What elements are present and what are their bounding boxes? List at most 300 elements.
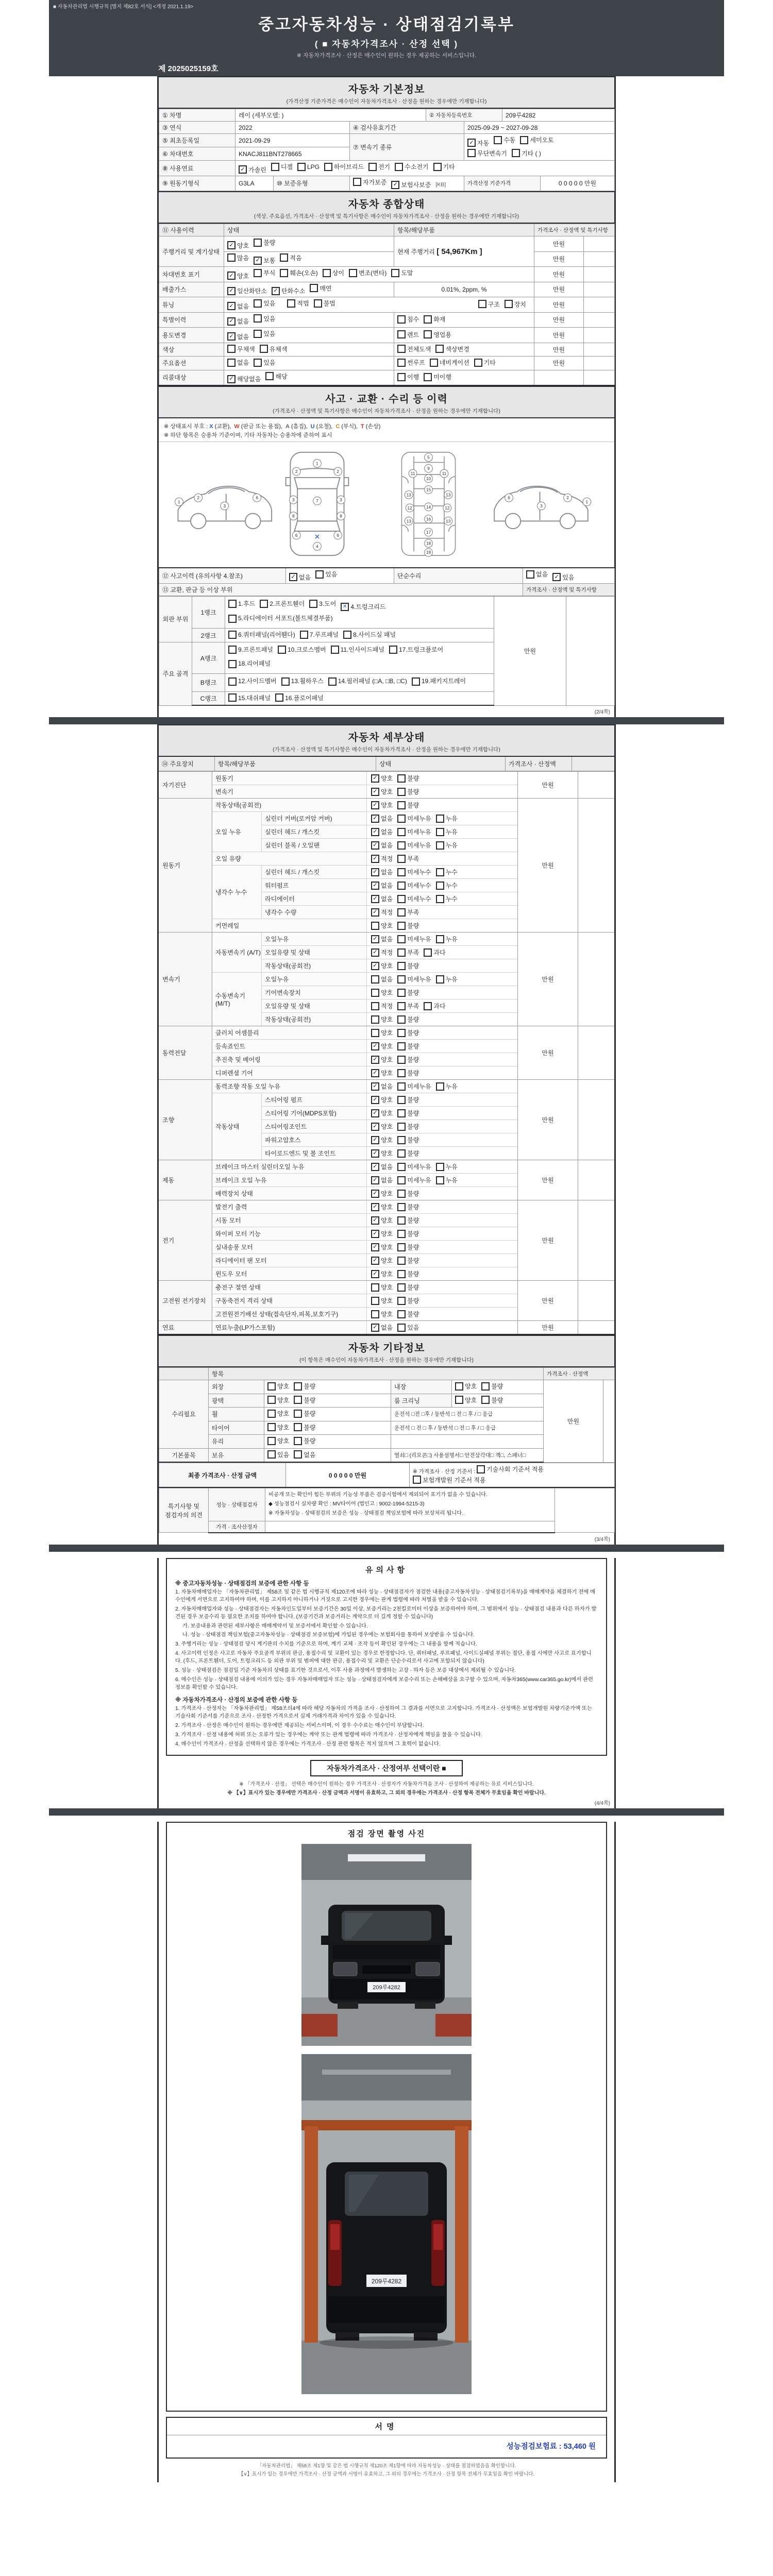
checkbox-option[interactable] — [397, 1149, 419, 1158]
checkbox[interactable] — [397, 1230, 406, 1238]
checkbox-option[interactable] — [371, 774, 393, 783]
checkbox-option[interactable] — [397, 345, 431, 353]
checkbox-option[interactable] — [227, 272, 249, 280]
checkbox[interactable] — [494, 136, 502, 144]
checkbox[interactable] — [397, 359, 406, 367]
checkbox-option[interactable] — [254, 299, 275, 308]
checkbox[interactable]: ✓ — [371, 908, 379, 917]
checkbox-option[interactable] — [227, 253, 249, 262]
checkbox-option[interactable] — [391, 268, 413, 277]
checkbox[interactable] — [397, 1176, 406, 1184]
checkbox-option[interactable] — [371, 1095, 393, 1104]
checkbox-option[interactable] — [397, 330, 419, 339]
checkbox[interactable] — [294, 1382, 302, 1391]
checkbox-option[interactable] — [254, 238, 275, 247]
checkbox[interactable]: ✓ — [371, 1163, 379, 1171]
checkbox[interactable] — [474, 359, 482, 367]
checkbox-option[interactable] — [267, 1396, 289, 1404]
checkbox-option[interactable] — [397, 1310, 419, 1318]
checkbox[interactable] — [328, 677, 337, 686]
checkbox-option[interactable] — [309, 598, 336, 610]
checkbox-option[interactable] — [397, 358, 425, 367]
checkbox-option[interactable] — [397, 1082, 431, 1091]
checkbox-option[interactable] — [494, 135, 515, 144]
checkbox[interactable] — [397, 1190, 406, 1198]
checkbox[interactable]: ✓ — [371, 1096, 379, 1104]
checkbox[interactable] — [424, 948, 432, 957]
checkbox[interactable] — [397, 1324, 406, 1332]
checkbox-option[interactable] — [371, 1323, 393, 1332]
checkbox[interactable] — [424, 330, 432, 338]
checkbox-option[interactable] — [294, 1382, 315, 1391]
checkbox[interactable] — [227, 253, 236, 262]
checkbox-option[interactable] — [371, 1149, 393, 1158]
checkbox[interactable] — [397, 330, 406, 338]
checkbox[interactable] — [436, 935, 444, 943]
checkbox[interactable]: ✓ — [227, 272, 236, 280]
checkbox[interactable] — [397, 989, 406, 997]
checkbox-option[interactable] — [436, 935, 458, 943]
checkbox[interactable] — [297, 163, 306, 171]
checkbox-option[interactable] — [477, 1465, 544, 1473]
checkbox-option[interactable] — [478, 300, 500, 309]
checkbox[interactable] — [397, 1042, 406, 1050]
checkbox-option[interactable] — [331, 644, 384, 656]
checkbox[interactable] — [435, 345, 444, 353]
checkbox[interactable] — [436, 1163, 444, 1171]
checkbox[interactable] — [397, 868, 406, 876]
checkbox-option[interactable] — [397, 975, 431, 984]
checkbox[interactable] — [397, 1096, 406, 1104]
checkbox[interactable]: ✓ — [371, 1270, 379, 1278]
checkbox[interactable]: ✓ — [371, 1082, 379, 1091]
checkbox-option[interactable] — [343, 630, 396, 639]
checkbox[interactable]: ✓ — [371, 774, 379, 783]
checkbox-option[interactable] — [254, 256, 275, 265]
checkbox[interactable] — [436, 1176, 444, 1184]
checkbox[interactable] — [227, 345, 236, 353]
checkbox-option[interactable] — [397, 1269, 419, 1278]
checkbox[interactable]: ✓ — [371, 1243, 379, 1251]
checkbox-option[interactable] — [278, 644, 326, 656]
checkbox[interactable] — [397, 1015, 406, 1024]
checkbox-option[interactable] — [397, 1189, 419, 1198]
checkbox[interactable] — [397, 962, 406, 970]
checkbox[interactable] — [397, 1283, 406, 1292]
checkbox-option[interactable] — [267, 1423, 289, 1432]
checkbox-option[interactable] — [436, 881, 458, 890]
checkbox-option[interactable] — [397, 841, 431, 850]
checkbox-option[interactable] — [397, 881, 431, 890]
checkbox-option[interactable] — [371, 827, 393, 836]
checkbox[interactable] — [294, 1396, 302, 1404]
checkbox[interactable]: ✓ — [371, 815, 379, 823]
checkbox[interactable] — [436, 841, 444, 850]
checkbox[interactable] — [397, 815, 406, 823]
checkbox[interactable] — [389, 646, 397, 654]
checkbox-option[interactable] — [371, 1256, 393, 1265]
checkbox[interactable] — [424, 315, 432, 324]
checkbox[interactable] — [371, 1310, 379, 1318]
checkbox[interactable] — [271, 163, 279, 171]
checkbox[interactable] — [397, 801, 406, 809]
checkbox[interactable] — [436, 1082, 444, 1091]
checkbox-option[interactable] — [353, 178, 386, 187]
checkbox-option[interactable] — [397, 894, 431, 903]
checkbox-option[interactable] — [275, 693, 324, 702]
checkbox[interactable]: ✓ — [371, 1069, 379, 1077]
checkbox-option[interactable] — [430, 358, 469, 367]
checkbox[interactable] — [254, 239, 262, 247]
checkbox[interactable] — [397, 948, 406, 957]
checkbox[interactable]: ✓ — [371, 1136, 379, 1144]
checkbox[interactable] — [412, 677, 420, 686]
checkbox-option[interactable] — [254, 314, 275, 323]
checkbox-option[interactable] — [467, 139, 489, 147]
checkbox-option[interactable] — [368, 162, 390, 171]
checkbox[interactable] — [436, 815, 444, 823]
checkbox-option[interactable] — [228, 613, 333, 624]
checkbox-option[interactable] — [371, 1002, 393, 1010]
checkbox-option[interactable] — [289, 573, 311, 582]
checkbox[interactable] — [436, 868, 444, 876]
checkbox-option[interactable] — [371, 1269, 393, 1278]
checkbox-option[interactable] — [424, 315, 445, 324]
checkbox-option[interactable] — [228, 644, 273, 656]
checkbox-option[interactable] — [228, 598, 255, 610]
checkbox[interactable] — [254, 314, 262, 323]
checkbox-option[interactable] — [397, 1109, 419, 1117]
checkbox[interactable] — [315, 570, 324, 579]
checkbox[interactable]: ✓ — [552, 573, 561, 581]
checkbox-option[interactable] — [280, 253, 301, 262]
checkbox[interactable] — [227, 359, 236, 367]
checkbox[interactable] — [228, 631, 237, 639]
checkbox-option[interactable] — [371, 854, 393, 863]
checkbox-option[interactable] — [505, 300, 526, 309]
checkbox[interactable]: ✓ — [254, 257, 262, 265]
checkbox-option[interactable] — [436, 841, 458, 850]
checkbox-option[interactable] — [397, 1243, 419, 1251]
checkbox-option[interactable] — [371, 1015, 393, 1024]
checkbox-option[interactable] — [371, 1028, 393, 1037]
checkbox-option[interactable] — [271, 162, 293, 171]
checkbox[interactable] — [397, 1270, 406, 1278]
checkbox-option[interactable] — [260, 598, 305, 610]
checkbox-option[interactable] — [397, 1202, 419, 1211]
checkbox-option[interactable] — [436, 814, 458, 823]
checkbox[interactable] — [436, 895, 444, 903]
checkbox-option[interactable] — [323, 268, 344, 277]
checkbox-option[interactable] — [228, 658, 271, 670]
checkbox-option[interactable] — [281, 675, 324, 687]
checkbox-option[interactable] — [512, 149, 541, 158]
checkbox[interactable]: ✓ — [371, 1056, 379, 1064]
checkbox-option[interactable] — [294, 1423, 315, 1432]
checkbox[interactable] — [294, 1450, 302, 1459]
checkbox-option[interactable] — [371, 948, 393, 957]
checkbox[interactable] — [397, 1149, 406, 1158]
checkbox[interactable]: ✓ — [289, 573, 297, 581]
checkbox[interactable] — [228, 600, 237, 608]
checkbox[interactable] — [254, 359, 262, 367]
checkbox-option[interactable] — [481, 1396, 503, 1404]
checkbox-option[interactable] — [397, 1095, 419, 1104]
checkbox[interactable]: ✓ — [371, 1216, 379, 1225]
checkbox[interactable] — [281, 677, 290, 686]
checkbox-option[interactable] — [349, 268, 386, 277]
checkbox-option[interactable] — [371, 801, 393, 809]
checkbox-option[interactable] — [254, 329, 275, 338]
checkbox[interactable] — [371, 1283, 379, 1292]
checkbox-option[interactable] — [371, 1283, 393, 1292]
checkbox-option[interactable] — [436, 1176, 458, 1184]
checkbox-option[interactable] — [294, 1409, 315, 1418]
checkbox-option[interactable] — [397, 814, 431, 823]
checkbox[interactable]: ✓ — [371, 1042, 379, 1050]
checkbox-option[interactable] — [455, 1396, 477, 1404]
checkbox-option[interactable] — [239, 165, 266, 174]
checkbox[interactable] — [331, 646, 339, 654]
checkbox[interactable] — [287, 299, 295, 308]
checkbox[interactable]: ✓ — [371, 1257, 379, 1265]
checkbox[interactable]: ✓ — [371, 1190, 379, 1198]
checkbox-option[interactable] — [424, 372, 451, 381]
checkbox[interactable] — [368, 163, 377, 171]
checkbox-option[interactable] — [397, 1176, 431, 1184]
checkbox-option[interactable] — [371, 1042, 393, 1050]
checkbox-option[interactable] — [397, 948, 419, 957]
checkbox[interactable] — [371, 922, 379, 930]
checkbox-option[interactable] — [371, 908, 393, 917]
checkbox[interactable] — [477, 1465, 485, 1473]
checkbox[interactable] — [371, 1029, 379, 1037]
checkbox[interactable] — [371, 989, 379, 997]
checkbox-option[interactable] — [389, 644, 443, 656]
checkbox[interactable] — [254, 330, 262, 338]
checkbox[interactable] — [397, 1123, 406, 1131]
checkbox[interactable]: ✓ — [371, 788, 379, 796]
checkbox[interactable] — [397, 828, 406, 836]
checkbox[interactable] — [267, 1410, 276, 1418]
checkbox-option[interactable] — [397, 372, 419, 381]
checkbox[interactable] — [526, 570, 534, 579]
checkbox-option[interactable] — [371, 1109, 393, 1117]
checkbox-option[interactable] — [227, 317, 249, 326]
checkbox-option[interactable] — [227, 332, 249, 341]
checkbox[interactable] — [455, 1382, 463, 1391]
checkbox-option[interactable] — [227, 286, 267, 295]
checkbox-option[interactable] — [228, 675, 277, 687]
checkbox[interactable] — [323, 269, 331, 277]
checkbox-option[interactable] — [371, 1082, 393, 1091]
checkbox-option[interactable] — [397, 868, 431, 876]
checkbox[interactable] — [280, 269, 288, 277]
checkbox[interactable] — [433, 163, 442, 171]
checkbox[interactable]: ✓ — [371, 948, 379, 957]
checkbox-option[interactable] — [371, 1162, 393, 1171]
checkbox-option[interactable] — [397, 908, 419, 917]
checkbox-option[interactable] — [297, 163, 320, 171]
checkbox[interactable] — [397, 855, 406, 863]
checkbox-option[interactable] — [397, 1256, 419, 1265]
checkbox[interactable] — [391, 269, 399, 277]
checkbox[interactable] — [397, 1056, 406, 1064]
checkbox[interactable] — [267, 1437, 276, 1445]
checkbox[interactable] — [397, 1243, 406, 1251]
checkbox[interactable] — [397, 922, 406, 930]
checkbox-option[interactable] — [328, 675, 407, 687]
checkbox-option[interactable] — [371, 1310, 393, 1318]
checkbox[interactable] — [343, 631, 351, 639]
checkbox-option[interactable] — [371, 961, 393, 970]
checkbox[interactable]: ✓ — [371, 855, 379, 863]
checkbox[interactable] — [397, 1029, 406, 1037]
checkbox-option[interactable] — [227, 302, 249, 311]
checkbox-option[interactable] — [397, 961, 419, 970]
checkbox[interactable] — [228, 646, 237, 654]
checkbox-option[interactable] — [397, 315, 419, 324]
checkbox[interactable]: ✓ — [227, 241, 236, 249]
checkbox-option[interactable] — [267, 1409, 289, 1418]
checkbox-option[interactable] — [397, 1136, 419, 1144]
checkbox-option[interactable] — [227, 358, 249, 367]
checkbox-option[interactable] — [371, 814, 393, 823]
checkbox-option[interactable] — [424, 948, 445, 957]
checkbox[interactable] — [397, 1136, 406, 1144]
checkbox[interactable] — [436, 975, 444, 984]
checkbox-option[interactable] — [397, 1042, 419, 1050]
checkbox[interactable] — [228, 615, 237, 623]
checkbox-option[interactable] — [397, 935, 431, 943]
checkbox-option[interactable] — [395, 162, 428, 171]
checkbox-option[interactable] — [371, 841, 393, 850]
checkbox[interactable]: ✓ — [227, 287, 236, 295]
checkbox-option[interactable] — [314, 299, 335, 308]
checkbox-option[interactable] — [467, 149, 507, 158]
checkbox-option[interactable] — [315, 570, 337, 579]
checkbox-option[interactable] — [371, 1243, 393, 1251]
checkbox-option[interactable] — [287, 299, 309, 308]
checkbox[interactable]: ✓ — [371, 868, 379, 876]
checkbox-option[interactable] — [228, 693, 271, 702]
checkbox[interactable] — [505, 300, 513, 308]
checkbox[interactable] — [397, 1216, 406, 1225]
checkbox-option[interactable] — [455, 1382, 477, 1391]
checkbox-option[interactable] — [412, 675, 466, 687]
checkbox[interactable] — [397, 935, 406, 943]
checkbox[interactable]: ✓ — [371, 1149, 379, 1158]
checkbox[interactable]: ✓ — [371, 962, 379, 970]
checkbox[interactable] — [397, 1002, 406, 1010]
checkbox[interactable]: ✓ — [371, 895, 379, 903]
checkbox[interactable] — [397, 1310, 406, 1318]
checkbox-option[interactable] — [267, 1450, 289, 1459]
checkbox-option[interactable] — [371, 988, 393, 997]
checkbox-option[interactable] — [371, 921, 393, 930]
checkbox[interactable]: ✓ — [371, 882, 379, 890]
checkbox[interactable] — [310, 284, 318, 292]
checkbox[interactable]: ✓ — [227, 317, 236, 326]
checkbox[interactable] — [512, 149, 520, 157]
checkbox-option[interactable] — [397, 1002, 419, 1010]
checkbox-option[interactable] — [294, 1450, 315, 1459]
checkbox-option[interactable] — [481, 1382, 503, 1391]
checkbox-option[interactable] — [310, 284, 331, 293]
checkbox[interactable] — [267, 1396, 276, 1404]
checkbox[interactable] — [424, 373, 432, 381]
checkbox-option[interactable] — [371, 894, 393, 903]
checkbox[interactable] — [300, 631, 308, 639]
checkbox-option[interactable] — [294, 1396, 315, 1404]
checkbox-option[interactable] — [436, 975, 458, 984]
checkbox[interactable]: ✓ — [467, 139, 476, 147]
checkbox[interactable] — [254, 269, 262, 277]
checkbox-option[interactable] — [397, 1216, 419, 1225]
checkbox[interactable] — [324, 163, 332, 171]
checkbox-option[interactable] — [341, 601, 385, 613]
checkbox-option[interactable] — [371, 787, 393, 796]
checkbox-option[interactable] — [227, 241, 249, 250]
checkbox-option[interactable] — [260, 345, 288, 353]
checkbox-option[interactable] — [436, 827, 458, 836]
checkbox[interactable] — [397, 1082, 406, 1091]
checkbox[interactable] — [371, 1015, 379, 1024]
checkbox-option[interactable] — [265, 372, 287, 381]
checkbox-option[interactable] — [424, 330, 451, 339]
checkbox-option[interactable] — [228, 630, 295, 639]
checkbox-option[interactable] — [436, 1162, 458, 1171]
checkbox-option[interactable] — [272, 286, 305, 295]
checkbox-option[interactable] — [324, 162, 364, 171]
checkbox[interactable] — [481, 1382, 490, 1391]
checkbox[interactable]: ✓ — [371, 801, 379, 809]
checkbox-option[interactable] — [397, 827, 431, 836]
checkbox[interactable] — [275, 693, 283, 702]
checkbox[interactable] — [294, 1410, 302, 1418]
checkbox[interactable] — [467, 149, 476, 157]
checkbox-option[interactable] — [371, 1176, 393, 1184]
checkbox-option[interactable] — [397, 1323, 419, 1332]
checkbox[interactable] — [397, 882, 406, 890]
checkbox-option[interactable] — [436, 1082, 458, 1091]
checkbox[interactable] — [520, 136, 528, 144]
checkbox[interactable]: ✓ — [371, 1176, 379, 1184]
checkbox[interactable] — [397, 1203, 406, 1211]
checkbox[interactable] — [397, 774, 406, 783]
checkbox[interactable] — [397, 1257, 406, 1265]
checkbox[interactable] — [436, 882, 444, 890]
checkbox-option[interactable] — [436, 868, 458, 876]
checkbox[interactable] — [397, 345, 406, 353]
checkbox[interactable]: ✓ — [391, 181, 399, 189]
checkbox-option[interactable] — [371, 1296, 393, 1305]
checkbox[interactable]: ✓ — [371, 935, 379, 943]
checkbox[interactable] — [397, 1069, 406, 1077]
checkbox[interactable] — [397, 788, 406, 796]
checkbox[interactable] — [397, 373, 406, 381]
checkbox[interactable]: ✓ — [371, 1324, 379, 1332]
checkbox[interactable] — [278, 646, 286, 654]
checkbox-option[interactable] — [397, 774, 419, 783]
checkbox[interactable] — [294, 1437, 302, 1445]
checkbox-option[interactable] — [300, 630, 339, 639]
checkbox[interactable] — [397, 841, 406, 850]
checkbox-option[interactable] — [433, 162, 455, 171]
checkbox-option[interactable] — [227, 345, 255, 353]
checkbox-option[interactable] — [397, 1028, 419, 1037]
checkbox[interactable]: ✕ — [341, 603, 349, 611]
